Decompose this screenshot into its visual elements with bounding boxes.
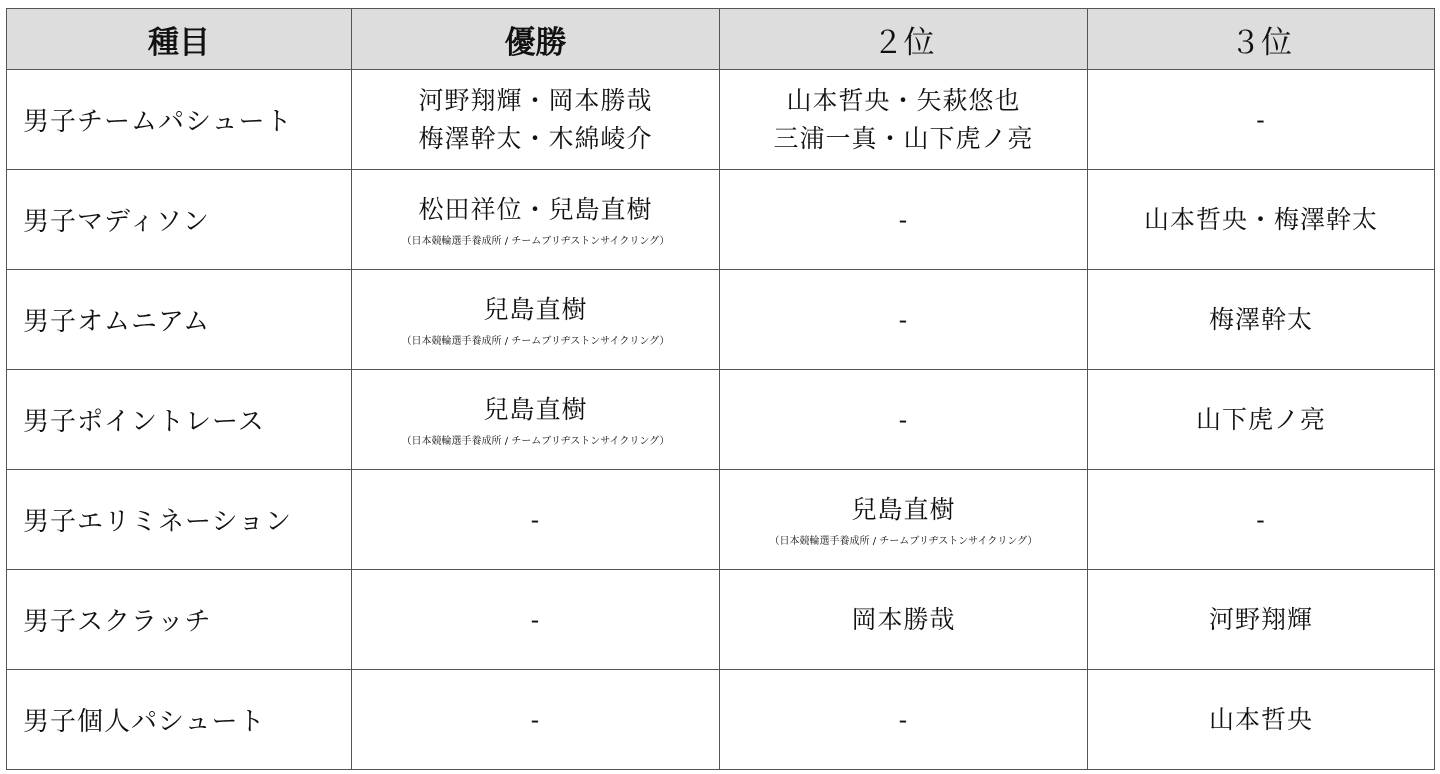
table-row <box>7 370 1435 470</box>
winner-names: 河野翔輝・岡本勝哉 <box>418 85 653 115</box>
winner-names: 梅澤幹太 <box>1208 304 1313 334</box>
table-row <box>7 470 1435 570</box>
winner-names: 山本哲央 <box>1208 704 1313 734</box>
affiliation-note: （日本競輪選手養成所 / チームブリヂストンサイクリング） <box>401 335 670 347</box>
results-table <box>6 8 1435 770</box>
header-third-place: ３位 <box>1088 9 1435 70</box>
winner-names: 山本哲央・矢萩悠也 <box>786 85 1021 115</box>
third-place-cell <box>1088 270 1435 370</box>
empty-result-dash: - <box>898 305 909 334</box>
header-first-place: 優勝 <box>352 9 720 70</box>
first-place-cell <box>352 470 720 570</box>
second-place-cell <box>720 70 1088 170</box>
third-place-cell <box>1088 70 1435 170</box>
second-place-cell <box>720 370 1088 470</box>
affiliation-note: （日本競輪選手養成所 / チームブリヂストンサイクリング） <box>401 235 670 247</box>
event-name: 男子オムニアム <box>7 270 352 370</box>
table-header <box>7 9 1435 70</box>
third-place-cell <box>1088 670 1435 770</box>
empty-result-dash: - <box>530 505 541 534</box>
first-place-cell <box>352 670 720 770</box>
event-name: 男子個人パシュート <box>7 670 352 770</box>
winner-names: 兒島直樹 <box>851 494 956 524</box>
table-row <box>7 570 1435 670</box>
second-place-cell <box>720 570 1088 670</box>
third-place-cell <box>1088 570 1435 670</box>
affiliation-note: （日本競輪選手養成所 / チームブリヂストンサイクリング） <box>769 535 1038 547</box>
winner-names: 兒島直樹 <box>483 394 588 424</box>
empty-result-dash: - <box>530 605 541 634</box>
first-place-cell <box>352 170 720 270</box>
table-row <box>7 670 1435 770</box>
winner-names: 松田祥位・兒島直樹 <box>418 194 653 224</box>
winner-names: 三浦一真・山下虎ノ亮 <box>773 123 1034 153</box>
first-place-cell <box>352 70 720 170</box>
winner-names: 山下虎ノ亮 <box>1195 404 1326 434</box>
empty-result-dash: - <box>898 405 909 434</box>
empty-result-dash: - <box>898 205 909 234</box>
table-row <box>7 170 1435 270</box>
empty-result-dash: - <box>1256 105 1266 134</box>
second-place-cell <box>720 670 1088 770</box>
header-event: 種目 <box>7 9 352 70</box>
winner-names: 山本哲央・梅澤幹太 <box>1143 204 1378 234</box>
first-place-cell <box>352 570 720 670</box>
event-name: 男子エリミネーション <box>7 470 352 570</box>
affiliation-note: （日本競輪選手養成所 / チームブリヂストンサイクリング） <box>401 435 670 447</box>
event-name: 男子チームパシュート <box>7 70 352 170</box>
winner-names: 岡本勝哉 <box>851 604 956 634</box>
table-row <box>7 270 1435 370</box>
second-place-cell <box>720 270 1088 370</box>
third-place-cell <box>1088 370 1435 470</box>
third-place-cell <box>1088 170 1435 270</box>
empty-result-dash: - <box>530 705 541 734</box>
table-body <box>7 70 1435 770</box>
table-row <box>7 70 1435 170</box>
first-place-cell <box>352 370 720 470</box>
winner-names: 兒島直樹 <box>483 294 588 324</box>
event-name: 男子スクラッチ <box>7 570 352 670</box>
event-name: 男子マディソン <box>7 170 352 270</box>
event-name: 男子ポイントレース <box>7 370 352 470</box>
header-second-place: ２位 <box>720 9 1088 70</box>
empty-result-dash: - <box>898 705 909 734</box>
empty-result-dash: - <box>1256 505 1266 534</box>
second-place-cell <box>720 470 1088 570</box>
winner-names: 河野翔輝 <box>1208 604 1313 634</box>
second-place-cell <box>720 170 1088 270</box>
third-place-cell <box>1088 470 1435 570</box>
header-row <box>7 9 1435 70</box>
first-place-cell <box>352 270 720 370</box>
winner-names: 梅澤幹太・木綿崚介 <box>418 123 653 153</box>
